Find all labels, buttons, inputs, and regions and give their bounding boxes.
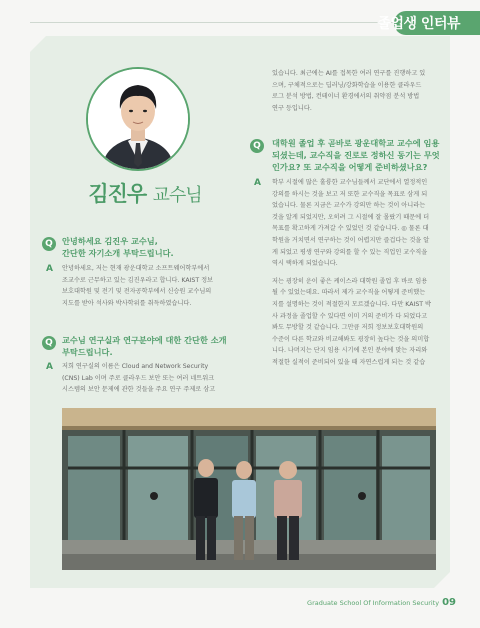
answer-3-line-9: 저는 굉장히 운이 좋은 케이스라 대학원 졸업 후 바로 임용 [272,277,428,285]
answer-3-text [272,177,444,369]
card-fold-bottom-right [434,572,450,588]
name-text: 김진우 [88,182,147,206]
group-photo [62,408,436,570]
question-2-line-2: 부탁드립니다. [62,347,113,357]
answer-3-line-8: 역시 택하게 되었습니다. [272,260,338,268]
question-1-line-1: 안녕하세요 김진우 교수님, [62,236,158,246]
question-1-mark: Q [42,237,56,251]
question-3-line-1: 대학원 졸업 후 곧바로 광운대학교 교수에 임용 [272,138,440,148]
interviewee-name [70,178,220,208]
answer-3-line-4: 것을 알게 되었지만, 오히려 그 시절에 잘 몰랐기 때문에 더 [272,213,430,221]
question-1-text [62,235,174,259]
answer-3-line-7: 게 되었고 평생 연구와 강의를 할 수 있는 직업인 교수직을 [272,248,428,256]
question-3-line-3: 인가요? 또 교수직을 어떻게 준비하셨나요? [272,162,428,172]
question-3-line-2: 되셨는데, 교수직을 진로로 정하신 동기는 무엇 [272,150,440,160]
question-2-line-1: 교수님 연구실과 연구분야에 대한 간단한 소개 [62,335,227,345]
answer-2-cont-line-3: 로그 분석 방법, 컨테이너 환경에서의 취약점 분석 방법 [272,93,420,101]
question-3-mark: Q [250,139,264,153]
answer-3-line-2: 강의를 하시는 것을 보고 저 또한 교수직을 목표로 삼게 되 [272,190,428,198]
answer-2-cont-line-2: 으며, 구체적으로는 딥러닝/강화학습을 이용한 클라우드 [272,81,422,89]
question-2-text [62,334,227,358]
answer-2-line-1: 저희 연구실의 이름은 Cloud and Network Security [62,363,209,370]
answer-1-line-3: 보호대학원 및 전기 및 전자공학부에서 신승원 교수님의 [62,288,212,296]
answer-2-text [62,361,242,396]
answer-2-continued [272,68,442,114]
section-title: 졸업생 인터뷰 [377,16,460,32]
question-1-line-2: 간단한 자기소개 부탁드립니다. [62,248,174,258]
answer-3-line-1: 학부 시절에 많은 훌륭한 교수님들께서 교단에서 열정적인 [272,179,428,186]
answer-3-line-12: 사 과정을 졸업할 수 있다면 이미 거의 준비가 다 되었다고 [272,312,428,320]
answer-2-line-3: 시스템의 보안 문제에 관한 것들을 주요 연구 주제로 삼고 [62,386,216,394]
answer-3-line-10: 될 수 있었는데요. 따라서 제가 교수직을 어떻게 준비했는 [272,289,426,297]
page-number: 09 [442,597,456,608]
answer-3-line-16: 적절한 실적이 준비되어 있을 때 자연스럽게 되는 것 같습 [272,358,426,366]
answer-3-line-14: 수준이 다른 학교와 비교해봐도 굉장히 높다는 것을 의미합 [272,335,430,343]
question-2-mark: Q [42,336,56,350]
answer-3-line-13: 봐도 무방할 것 같습니다. 그만큼 저희 정보보호대학원의 [272,324,424,332]
answer-3-line-6: 학원을 거치면서 연구하는 것이 어렵지만 즐겁다는 것을 알 [272,236,430,244]
answer-1-line-4: 지도를 받아 석사와 박사학위를 취득하였습니다. [62,299,192,307]
answer-3-line-5: 목표를 확고하게 가져갈 수 있었던 것 같습니다. ◎ 물론 대 [272,225,429,233]
answer-1-line-2: 조교수로 근무하고 있는 김진우라고 합니다. KAIST 정보 [62,276,214,284]
answer-1-mark: A [46,264,53,274]
card-fold-top-left [30,36,46,52]
portrait-photo [86,67,190,171]
answer-1-text [62,263,242,309]
header-divider [30,22,404,23]
answer-2-line-2: (CNS) Lab 이며 주로 클라우드 보안 또는 여러 네트워크 [62,374,215,382]
answer-2-cont-line-1: 있습니다. 최근에는 AI를 접목한 여러 연구를 진행하고 있 [272,70,426,77]
name-title: 교수님 [152,185,202,206]
answer-2-mark: A [46,362,53,372]
answer-3-line-3: 었습니다. 물론 지금은 교수가 강의만 하는 것이 아니라는 [272,202,426,210]
answer-3-line-15: 니다. 나머지는 단지 임용 시기에 본인 분야에 맞는 자리와 [272,347,428,355]
footer [296,597,456,608]
footer-text: Graduate School Of Information Security [307,599,440,607]
answer-3-mark: A [254,178,261,188]
answer-1-line-1: 안녕하세요, 저는 현재 광운대학교 소프트웨어학부에서 [62,265,210,272]
answer-3-line-11: 지를 설명하는 것이 적절한지 모르겠습니다. 다만 KAIST 박 [272,300,431,308]
question-3-text [272,137,440,173]
answer-2-cont-line-4: 연구 등입니다. [272,104,312,112]
